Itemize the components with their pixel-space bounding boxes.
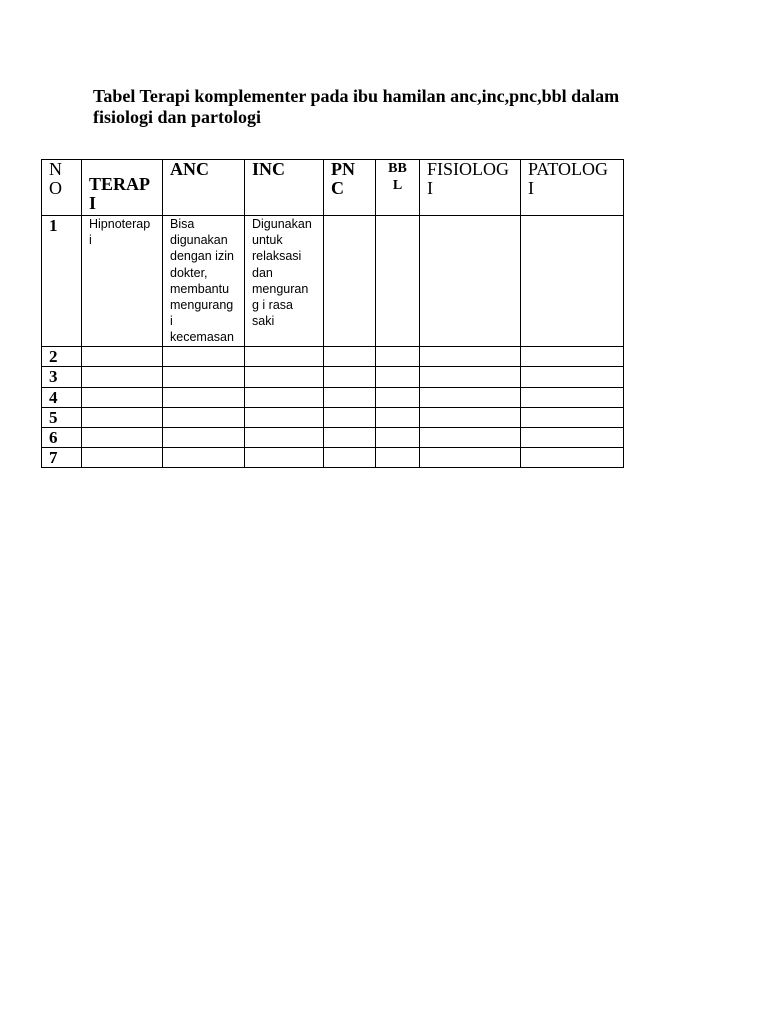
table-row: [42, 408, 624, 428]
cell-anc: [163, 367, 245, 388]
cell-patologi: [521, 367, 624, 388]
cell-terapi: [82, 408, 163, 428]
cell-bbl: [376, 428, 420, 448]
table-row: [42, 367, 624, 388]
cell-patologi: [521, 388, 624, 408]
cell-no: 2: [42, 347, 82, 367]
cell-bbl: [376, 448, 420, 468]
header-terapi: TERAP I: [82, 160, 163, 216]
table-row: [42, 448, 624, 468]
cell-fisiologi: [420, 448, 521, 468]
cell-no: 1: [42, 216, 82, 347]
table-row: [42, 428, 624, 448]
table-row: [42, 347, 624, 367]
header-inc: INC: [245, 160, 324, 216]
table-row: [42, 388, 624, 408]
cell-anc: [163, 347, 245, 367]
header-no: N O: [42, 160, 82, 216]
cell-terapi: [82, 448, 163, 468]
cell-bbl: [376, 367, 420, 388]
cell-fisiologi: [420, 367, 521, 388]
cell-terapi: [82, 428, 163, 448]
header-pnc: PN C: [324, 160, 376, 216]
document-title: Tabel Terapi komplementer pada ibu hamilan anc,inc,pnc,bbl dalam fisiologi dan partologi: [93, 86, 620, 127]
cell-bbl: [376, 347, 420, 367]
cell-fisiologi: [420, 408, 521, 428]
cell-inc: [245, 428, 324, 448]
cell-fisiologi: [420, 388, 521, 408]
cell-no: 6: [42, 428, 82, 448]
cell-bbl: [376, 408, 420, 428]
cell-pnc: [324, 428, 376, 448]
cell-anc: [163, 408, 245, 428]
cell-no: 7: [42, 448, 82, 468]
cell-patologi: [521, 448, 624, 468]
cell-pnc: [324, 408, 376, 428]
cell-bbl: [376, 388, 420, 408]
header-patologi: PATOLOG I: [521, 160, 624, 216]
cell-bbl: [376, 216, 420, 347]
cell-terapi: [82, 347, 163, 367]
cell-fisiologi: [420, 428, 521, 448]
cell-inc: Digunakan untuk relaksasi dan menguran g i rasa saki: [245, 216, 324, 347]
cell-pnc: [324, 367, 376, 388]
header-anc: ANC: [163, 160, 245, 216]
header-fisiologi: FISIOLOG I: [420, 160, 521, 216]
cell-fisiologi: [420, 347, 521, 367]
cell-anc: [163, 388, 245, 408]
cell-patologi: [521, 216, 624, 347]
therapy-table: [41, 159, 624, 468]
header-bbl: BB L: [376, 160, 420, 216]
cell-patologi: [521, 408, 624, 428]
table-row: [42, 216, 624, 347]
cell-anc: [163, 428, 245, 448]
cell-no: 5: [42, 408, 82, 428]
cell-inc: [245, 347, 324, 367]
cell-anc: Bisa digunakan dengan izin dokter, membantu mengurang i kecemasan: [163, 216, 245, 347]
cell-inc: [245, 388, 324, 408]
cell-patologi: [521, 428, 624, 448]
cell-terapi: Hipnoterap i: [82, 216, 163, 347]
cell-pnc: [324, 388, 376, 408]
cell-no: 4: [42, 388, 82, 408]
cell-fisiologi: [420, 216, 521, 347]
cell-no: 3: [42, 367, 82, 388]
cell-anc: [163, 448, 245, 468]
cell-pnc: [324, 448, 376, 468]
cell-pnc: [324, 347, 376, 367]
cell-terapi: [82, 367, 163, 388]
cell-inc: [245, 408, 324, 428]
cell-patologi: [521, 347, 624, 367]
table-header-row: [42, 160, 624, 216]
cell-terapi: [82, 388, 163, 408]
cell-pnc: [324, 216, 376, 347]
cell-inc: [245, 448, 324, 468]
cell-inc: [245, 367, 324, 388]
